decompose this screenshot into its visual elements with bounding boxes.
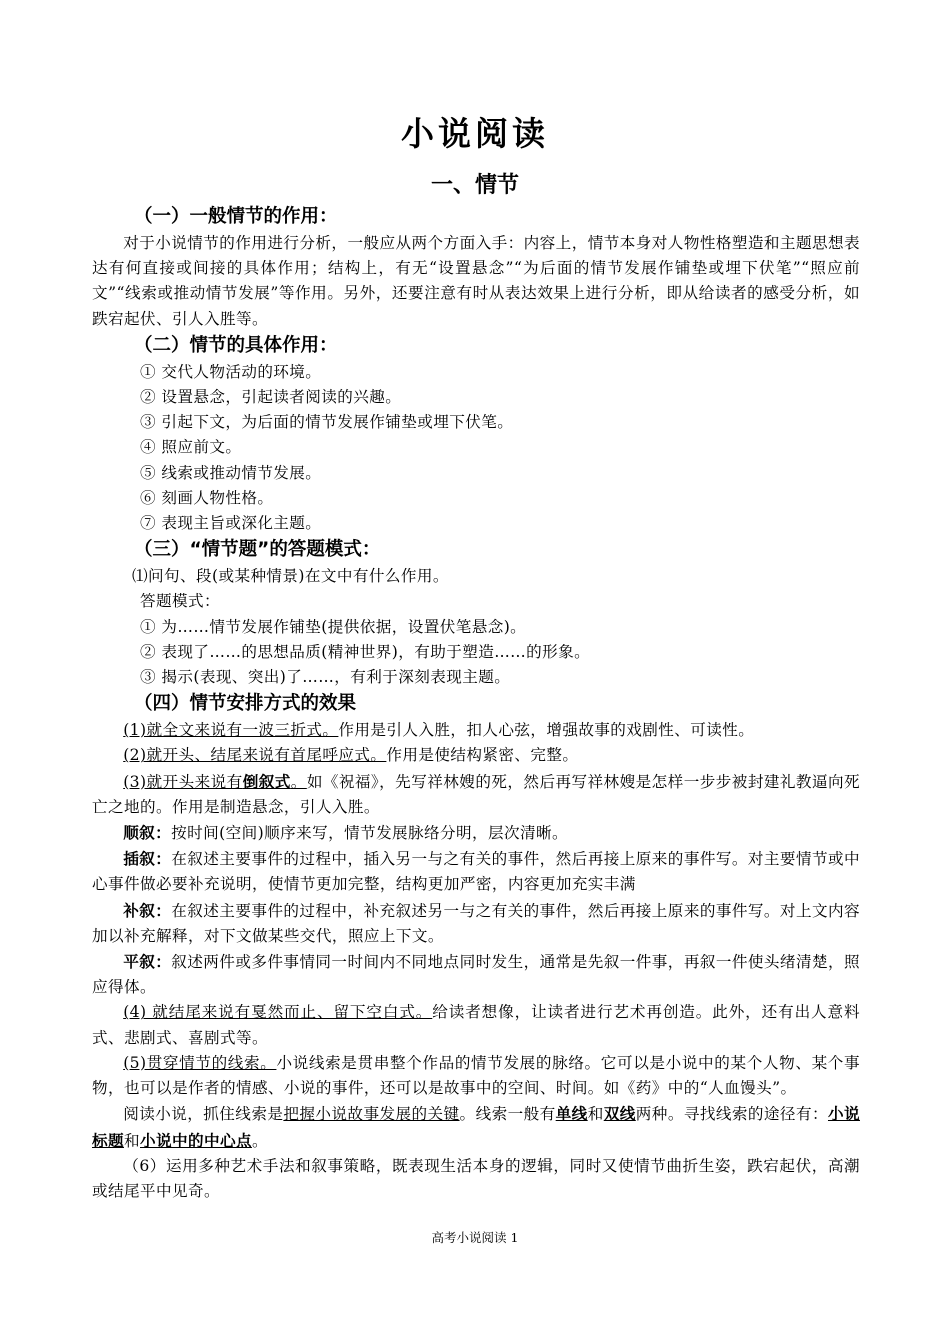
bold-keyword: 小说中的中心点 [140,1130,252,1150]
pingxu-paragraph: 平叙：叙述两件或多件事情同一时间内不同地点同时发生，通常是先叙一件事，再叙一件使头绪清楚，照应得体。 [92,952,861,997]
list-item: ⑤ 线索或推动情节发展。 [140,463,322,482]
chaxu-paragraph: 插叙：在叙述主要事件的过程中，插入另一与之有关的事件，然后再接上原来的事件写。对主要情节或中心事件做必要补充说明，使情节更加完整，结构更加严密，内容更加充实丰满 [92,849,861,894]
bold-keyword: 倒叙式 [242,771,291,791]
paragraph-1: (1)就全文来说有一波三折式。作用是引人入胜，扣人心弦，增强故事的戏剧性、可读性。 [123,721,755,740]
underlined-phrase: (1)就全文来说有一波三折式。 [123,721,339,740]
list-item: ⑥ 刻画人物性格。 [140,488,274,507]
list-item: ② 表现了……的思想品质(精神世界)，有助于塑造……的形象。 [140,642,591,661]
question-line: ⑴问句、段(或某种情景)在文中有什么作用。 [132,567,449,586]
paragraph-4: (4) 就结尾来说有戛然而止、留下空白式。给读者想像，让读者进行艺术再创造。此外，还有出人意料式、悲剧式、喜剧式等。 [92,1003,860,1047]
list-item: ③ 引起下文，为后面的情节发展作铺垫或埋下伏笔。 [140,413,514,432]
bold-keyword: 双线 [603,1104,636,1124]
subheading-specific-role: （二）情节的具体作用： [134,334,338,356]
paragraph-6: （6）运用多种艺术手法和叙事策略，既表现生活本身的逻辑，同时又使情节曲折生姿，跌宕起伏，高潮或结尾平中见奇。 [92,1156,860,1200]
subheading-general-role: （一）一般情节的作用： [134,206,338,227]
answer-mode-label: 答题模式： [140,592,220,611]
document-body [92,203,860,1204]
list-item: ① 为……情节发展作铺垫(提供依据，设置伏笔悬念)。 [140,617,527,636]
section-heading-plot: 一、情节 [430,173,519,198]
list-item: ⑦ 表现主旨或深化主题。 [140,514,322,533]
underlined-phrase: (4) 就结尾来说有戛然而止、留下空白式。 [123,1003,433,1022]
paragraph-5: (5)贯穿情节的线索。小说线索是贯串整个作品的情节发展的脉络。它可以是小说中的某个人物、某个事物，也可以是作者的情感、小说的事件，还可以是故事中的空间、时间。如《药》中的“人血馒头”。 [92,1053,860,1098]
general-role-paragraph: 对于小说情节的作用进行分析，一般应从两个方面入手：内容上，情节本身对人物性格塑造和主题思想表达有何直接或间接的具体作用；结构上，有无“设置悬念”“为后面的情节发展作铺垫或埋下伏笔”“照应前文”“线索或推动情节发展”等作用。另外，还要注意有时从表达效果上进行分析，即从给读者的感受分析，如跌宕起伏、引人入胜等。 [92,234,860,328]
clue-paragraph: 阅读小说，抓住线索是把握小说故事发展的关键。线索一般有单线和双线两种。寻找线索的途径有：小说标题和小说中的中心点。 [92,1104,860,1150]
bold-term: 补叙： [123,900,172,920]
underlined-phrase: (2)就开头、结尾来说有首尾呼应式。 [123,746,387,765]
underlined-phrase: 把握小说故事发展的关键 [283,1105,460,1124]
subheading-answer-pattern: （三）“情节题”的答题模式： [134,539,381,561]
document-title: 小说阅读 [401,114,549,153]
underlined-phrase: (5)贯穿情节的线索。 [123,1053,277,1072]
list-item: ② 设置悬念，引起读者阅读的兴趣。 [140,388,402,407]
subheading-arrangement-effect: （四）情节安排方式的效果 [134,693,357,715]
paragraph-2: (2)就开头、结尾来说有首尾呼应式。作用是使结构紧密、完整。 [123,746,579,765]
bold-keyword: 单线 [555,1104,588,1124]
bold-term: 顺叙： [123,823,172,843]
bold-term: 插叙： [123,849,172,869]
page-footer: 高考小说阅读 1 [431,1230,519,1245]
underlined-phrase: (3)就开头来说有 [123,772,243,791]
bold-term: 平叙： [123,952,172,972]
list-item: ③ 揭示(表现、突出)了……，有利于深刻表现主题。 [140,668,511,687]
list-item: ④ 照应前文。 [140,438,242,457]
shunxu-paragraph: 顺叙：按时间(空间)顺序来写，情节发展脉络分明，层次清晰。 [123,823,568,843]
bold-keyword: 小说标题 [92,1104,860,1150]
list-item: ① 交代人物活动的环境。 [140,362,322,381]
paragraph-3: (3)就开头来说有倒叙式。如《祝福》，先写祥林嫂的死，然后再写祥林嫂是怎样一步步被封建礼教逼向死亡之地的。作用是制造悬念，引人入胜。 [92,771,860,816]
buxu-paragraph: 补叙：在叙述主要事件的过程中，补充叙述另一与之有关的事件，然后再接上原来的事件写。对上文内容加以补充解释，对下文做某些交代，照应上下文。 [92,900,861,945]
